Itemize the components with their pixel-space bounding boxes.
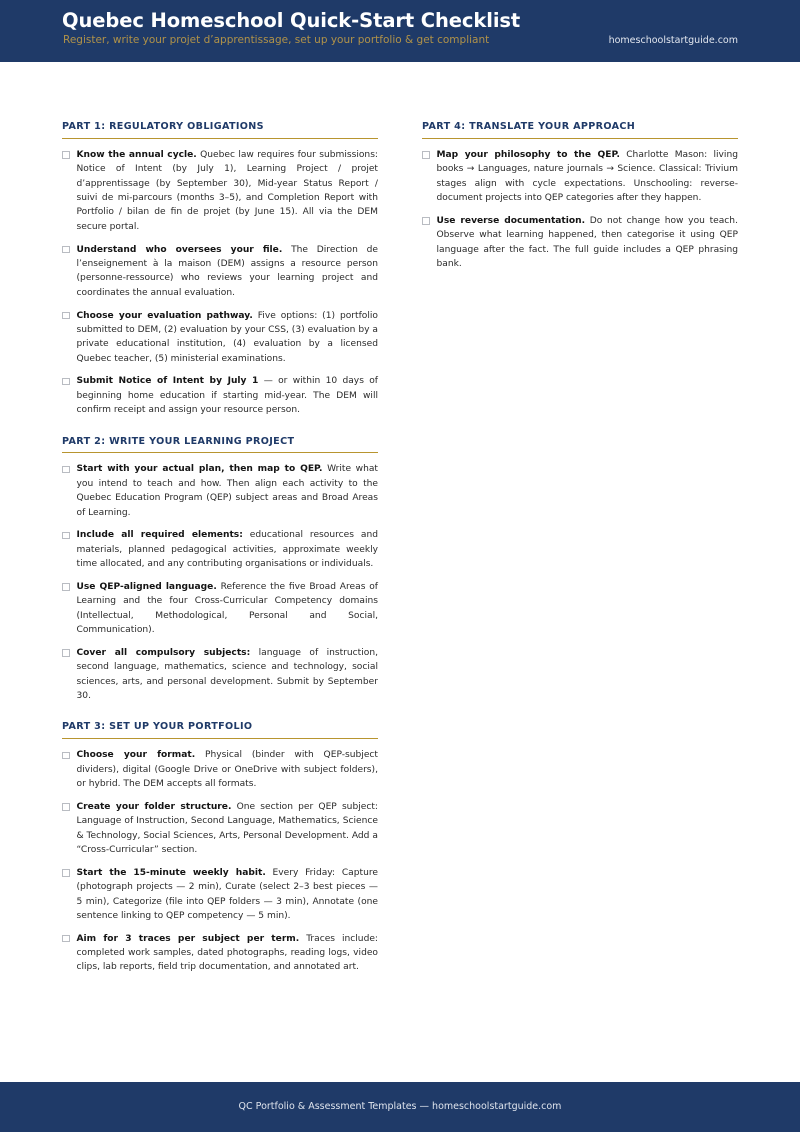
checklist-item-body: Every Friday: Capture (photograph projects — 2 min), Curate (select 2–3 best pieces — 5 min), Categorize (file into QEP folders — 3 min), Annotate (one sentence linking to QEP competency — 5 min). <box>76 867 378 921</box>
checklist-item-lead: Choose your evaluation pathway. <box>76 310 253 321</box>
checklist-item-lead: Map your philosophy to the QEP. <box>436 149 620 160</box>
checklist-item-body: — or within 10 days of beginning home education if starting mid-year. The DEM will confirm receipt and assign your resource person. <box>76 376 378 416</box>
checklist-item-lead: Start with your actual plan, then map to QEP. <box>76 464 323 475</box>
checklist-item[interactable] <box>62 932 378 975</box>
checklist-item-body: One section per QEP subject: Language of Instruction, Second Language, Mathematics, Science & Technology, Social Sciences, Arts, Personal Development. Add a “Cross-Curricular” section. <box>76 801 378 855</box>
checkbox-icon[interactable] <box>62 312 70 320</box>
right-column <box>422 122 738 280</box>
checklist-item-lead: Create your folder structure. <box>76 801 232 812</box>
checklist-item[interactable] <box>62 243 378 300</box>
checklist-item-text <box>77 748 379 791</box>
checklist-item-lead: Use QEP-aligned language. <box>76 582 217 592</box>
page-footer <box>0 1082 800 1132</box>
page-subtitle: Register, write your projet d’apprentissage, set up your portfolio & get compliant <box>63 34 490 46</box>
checklist-item[interactable] <box>62 646 378 703</box>
section-divider <box>62 452 378 453</box>
checklist-section <box>62 437 378 704</box>
checkbox-icon[interactable] <box>62 803 70 811</box>
checklist-item-body: language of instruction, second language, mathematics, science and technology, social sciences, arts, and personal development. Submit by September 30. <box>76 647 378 702</box>
checklist-sheet <box>0 62 800 1082</box>
checklist-item-text <box>77 528 379 571</box>
checklist-item-text <box>77 148 379 234</box>
checkbox-icon[interactable] <box>62 935 70 943</box>
checklist-item[interactable] <box>422 148 738 205</box>
section-title: PART 3: SET UP YOUR PORTFOLIO <box>62 721 253 733</box>
checklist-item-lead: Aim for 3 traces per subject per term. <box>76 933 300 944</box>
checkbox-icon[interactable] <box>422 151 430 159</box>
checklist-columns <box>0 62 800 983</box>
checklist-item-lead: Start the 15-minute weekly habit. <box>76 867 266 878</box>
checkbox-icon[interactable] <box>62 532 70 540</box>
checklist-item-text <box>437 214 739 271</box>
checkbox-icon[interactable] <box>62 583 70 591</box>
checklist-item-body: Quebec law requires four submissions: Notice of Intent (by July 1), Learning Project / projet d’apprentissage (by September 30), Mid-year Status Report / suivi de mi-parcours (months 3–5), and Completion Report with Portfolio / bilan de fin de projet (by June 15). All via the DEM secure portal. <box>76 149 378 232</box>
checklist-item-text <box>77 932 379 975</box>
checklist-item-lead: Include all required elements: <box>76 530 243 541</box>
checklist-item-body: Physical (binder with QEP-subject dividers), digital (Google Drive or OneDrive with subject folders), or hybrid. The DEM accepts all formats. <box>76 750 378 790</box>
checklist-item-lead: Submit Notice of Intent by July 1 <box>76 376 259 387</box>
checkbox-icon[interactable] <box>62 869 70 877</box>
checklist-item-text <box>77 646 379 703</box>
left-column <box>62 122 378 983</box>
checklist-section <box>62 122 378 418</box>
checklist-item[interactable] <box>62 528 378 571</box>
checklist-item-text <box>77 374 379 417</box>
checkbox-icon[interactable] <box>62 151 70 159</box>
checklist-item-body: Reference the five Broad Areas of Learning and the four Cross-Curricular Competency domains (Intellectual, Methodological, Personal and Social, Communication). <box>76 582 378 636</box>
checklist-item-text <box>77 866 379 923</box>
checklist-item-text <box>437 148 739 205</box>
checklist-item-lead: Choose your format. <box>76 750 196 761</box>
checklist-item-lead: Know the annual cycle. <box>76 149 197 160</box>
checkbox-icon[interactable] <box>62 752 70 760</box>
section-title: PART 1: REGULATORY OBLIGATIONS <box>62 121 264 132</box>
checklist-item-body: Traces include: completed work samples, dated photographs, reading logs, video clips, lab reports, field trip documentation, and annotated art. <box>76 933 378 973</box>
checklist-item-text <box>77 309 379 366</box>
checklist-item-text <box>77 243 379 300</box>
checklist-item-lead: Use reverse documentation. <box>436 215 586 226</box>
checklist-item-lead: Understand who oversees your file. <box>76 244 283 255</box>
checklist-item[interactable] <box>62 748 378 791</box>
checkbox-icon[interactable] <box>62 378 70 386</box>
footer-text: QC Portfolio & Assessment Templates — homeschoolstartguide.com <box>238 1101 562 1112</box>
checkbox-icon[interactable] <box>422 217 430 225</box>
header-website-url: homeschoolstartguide.com <box>608 35 738 46</box>
page-title: Quebec Homeschool Quick-Start Checklist <box>62 9 521 32</box>
checklist-item[interactable] <box>62 374 378 417</box>
checklist-section <box>62 722 378 974</box>
checklist-item[interactable] <box>62 462 378 519</box>
section-divider <box>62 138 378 139</box>
section-divider <box>62 738 378 739</box>
checklist-item-text <box>77 580 379 637</box>
checklist-item[interactable] <box>62 800 378 857</box>
checklist-section <box>422 122 738 271</box>
checklist-item-body: Write what you intend to teach and how. Then align each activity to the Quebec Education Program (QEP) subject areas and Broad Areas of Learning. <box>76 464 378 518</box>
checklist-item-body: The Direction de l’enseignement à la maison (DEM) assigns a resource person (personne-ressource) who reviews your learning project and coordinates the annual evaluation. <box>76 244 378 298</box>
checklist-item-body: educational resources and materials, planned pedagogical activities, approximate weekly time allocated, and any contributing organisations or individuals. <box>76 530 378 570</box>
section-divider <box>422 138 738 139</box>
checkbox-icon[interactable] <box>62 649 70 657</box>
checklist-item[interactable] <box>62 148 378 234</box>
checklist-item-text <box>77 462 379 519</box>
checklist-item-body: Charlotte Mason: living books → Languages, nature journals → Science. Classical: Trivium stages align with cycle expectations. Unschooling: reverse-document projects into QEP categories after they happen. <box>436 149 738 204</box>
checklist-item[interactable] <box>62 580 378 637</box>
checklist-item-lead: Cover all compulsory subjects: <box>76 647 251 658</box>
checklist-item-body: Do not change how you teach. Observe what learning happened, then categorise it using QEP language after the fact. The full guide includes a QEP phrasing bank. <box>436 215 738 269</box>
section-title: PART 4: TRANSLATE YOUR APPROACH <box>422 121 636 132</box>
page-header <box>0 0 800 62</box>
section-title: PART 2: WRITE YOUR LEARNING PROJECT <box>62 435 295 447</box>
checklist-item[interactable] <box>422 214 738 271</box>
checkbox-icon[interactable] <box>62 246 70 254</box>
checklist-item-text <box>77 800 379 857</box>
checkbox-icon[interactable] <box>62 466 70 474</box>
checklist-item-body: Five options: (1) portfolio submitted to DEM, (2) evaluation by your CSS, (3) evaluation by a private educational institution, (4) evaluation by a licensed Quebec teacher, (5) ministerial examinations. <box>76 310 378 364</box>
checklist-item[interactable] <box>62 866 378 923</box>
checklist-item[interactable] <box>62 309 378 366</box>
